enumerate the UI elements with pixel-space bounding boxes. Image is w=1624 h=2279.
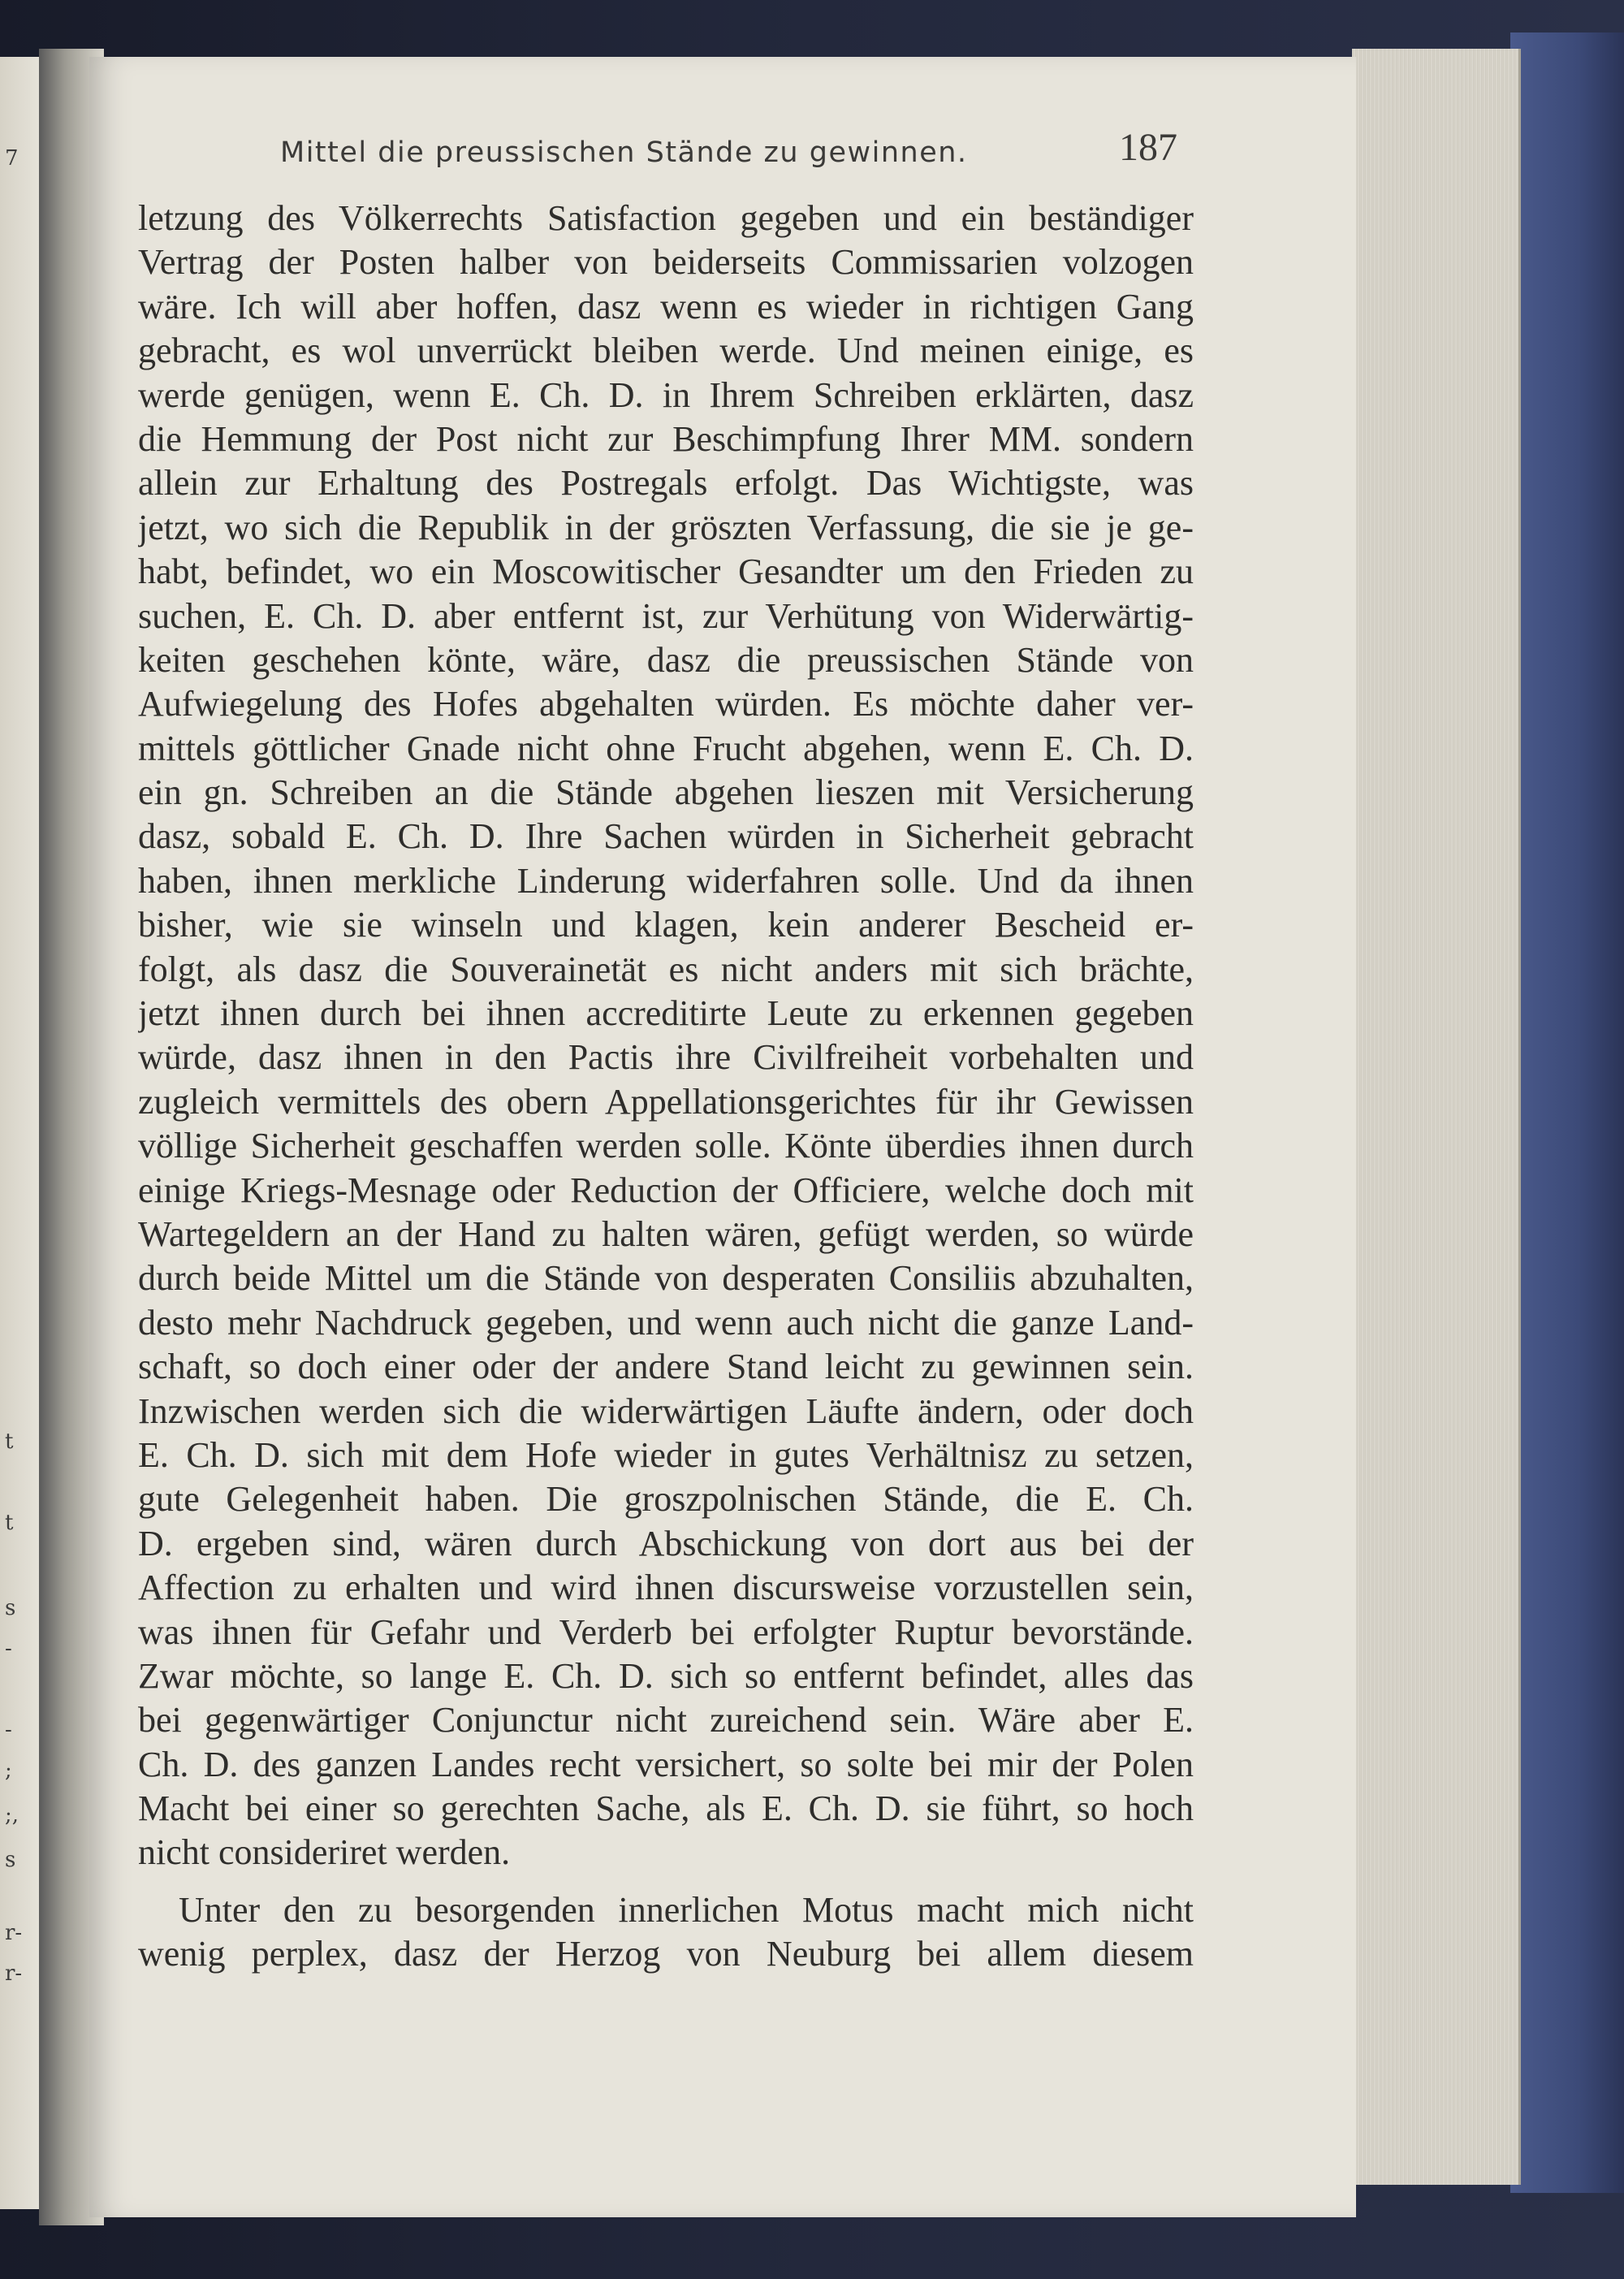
left-page-fragment: ; <box>5 1758 12 1783</box>
paragraph-spacer <box>138 1875 1194 1888</box>
paragraph <box>138 197 1194 1875</box>
text-line: bei gegenwärtiger Conjunctur nicht zureichend sein. Wäre aber E. <box>138 1700 1194 1741</box>
text-line: durch beide Mittel um die Stände von desperaten Consiliis abzuhalten, <box>138 1258 1194 1299</box>
text-line: wäre. Ich will aber hoffen, dasz wenn es wieder in richtigen Gang <box>138 286 1194 326</box>
text-line: E. Ch. D. sich mit dem Hofe wieder in gutes Verhältnisz zu setzen, <box>138 1434 1194 1475</box>
text-line: bisher, wie sie winseln und klagen, kein anderer Bescheid er- <box>138 905 1194 945</box>
text-line: zugleich vermittels des obern Appellationsgerichtes für ihr Gewissen <box>138 1081 1194 1122</box>
text-line: wenig perplex, dasz der Herzog von Neuburg bei allem diesem <box>138 1934 1194 1974</box>
text-line: Ch. D. des ganzen Landes recht versichert, so solte bei mir der Polen <box>138 1744 1194 1784</box>
text-line: was ihnen für Gefahr und Verderb bei erfolgter Ruptur bevorstände. <box>138 1611 1194 1652</box>
left-page-fragment: t <box>5 1429 14 1454</box>
text-line: gebracht, es wol unverrückt bleiben werde. Und meinen einige, es <box>138 331 1194 371</box>
text-line: Wartegeldern an der Hand zu halten wären, gefügt werden, so würde <box>138 1213 1194 1254</box>
text-line: habt, befindet, wo ein Moscowitischer Gesandter um den Frieden zu <box>138 551 1194 592</box>
text-line: Unter den zu besorgenden innerlichen Motus macht mich nicht <box>179 1889 1194 1930</box>
text-line: schaft, so doch einer oder der andere Stand leicht zu gewinnen sein. <box>138 1347 1194 1387</box>
text-line: letzung des Völkerrechts Satisfaction gegeben und ein beständiger <box>138 198 1194 238</box>
left-page-fragment: ;, <box>5 1803 19 1827</box>
left-page-fragment: r- <box>5 1961 23 1986</box>
text-line: Aufwiegelung des Hofes abgehalten würden. Es möchte daher ver- <box>138 684 1194 724</box>
text-line: dasz, sobald E. Ch. D. Ihre Sachen würden in Sicherheit gebracht <box>138 816 1194 857</box>
left-page-fragment: s <box>5 1848 16 1872</box>
text-line: jetzt, wo sich die Republik in der gröszten Verfassung, die sie je ge- <box>138 507 1194 547</box>
left-page-fragment: s <box>5 1596 16 1620</box>
text-line: keiten geschehen könte, wäre, dasz die preussischen Stände von <box>138 639 1194 680</box>
running-head: Mittel die preussischen Stände zu gewinnen. <box>280 136 968 169</box>
text-line: folgt, als dasz die Souverainetät es nicht anders mit sich brächte, <box>138 949 1194 989</box>
text-line: einige Kriegs-Mesnage oder Reduction der Officiere, welche doch mit <box>138 1170 1194 1210</box>
left-page-fragment: 7 <box>5 146 19 171</box>
text-line: Inzwischen werden sich die widerwärtigen Läufte ändern, oder doch <box>138 1390 1194 1431</box>
text-line: gute Gelegenheit haben. Die groszpolnischen Stände, die E. Ch. <box>138 1479 1194 1520</box>
text-line: mittels göttlicher Gnade nicht ohne Frucht abgehen, wenn E. Ch. D. <box>138 728 1194 768</box>
text-line: die Hemmung der Post nicht zur Beschimpfung Ihrer MM. sondern <box>138 418 1194 459</box>
text-line: Zwar möchte, so lange E. Ch. D. sich so entfernt befindet, alles das <box>138 1655 1194 1696</box>
text-line: Vertrag der Posten halber von beiderseits Commissarien volzogen <box>138 242 1194 283</box>
text-line: suchen, E. Ch. D. aber entfernt ist, zur Verhütung von Widerwärtig- <box>138 595 1194 636</box>
text-line: haben, ihnen merkliche Linderung widerfahren solle. Und da ihnen <box>138 860 1194 901</box>
text-line: Macht bei einer so gerechten Sache, als E. Ch. D. sie führt, so hoch <box>138 1788 1194 1829</box>
left-page-fragment: t <box>5 1511 14 1535</box>
left-page-fragment: - <box>5 1637 12 1661</box>
body-text <box>138 197 1194 1977</box>
page-number: 187 <box>1119 126 1177 169</box>
text-line: werde genügen, wenn E. Ch. D. in Ihrem Schreiben erklärten, dasz <box>138 374 1194 415</box>
text-line: nicht consideriret werden. <box>138 1832 511 1873</box>
text-line: jetzt ihnen durch bei ihnen accreditirte Leute zu erkennen gegeben <box>138 993 1194 1034</box>
text-line: Affection zu erhalten und wird ihnen discursweise vorzustellen sein, <box>138 1568 1194 1608</box>
text-line: D. ergeben sind, wären durch Abschickung von dort aus bei der <box>138 1523 1194 1563</box>
left-page-fragment: - <box>5 1718 12 1742</box>
book-cover <box>1510 32 1624 2193</box>
paragraph <box>138 1888 1194 1977</box>
text-line: ein gn. Schreiben an die Stände abgehen lieszen mit Versicherung <box>138 772 1194 813</box>
text-line: völlige Sicherheit geschaffen werden solle. Könte überdies ihnen durch <box>138 1126 1194 1166</box>
page-edges <box>1352 49 1521 2185</box>
text-line: würde, dasz ihnen in den Pactis ihre Civilfreiheit vorbehalten und <box>138 1037 1194 1078</box>
left-page-sliver <box>0 57 39 2209</box>
left-page-fragment: r- <box>5 1921 23 1945</box>
text-line: allein zur Erhaltung des Postregals erfolgt. Das Wichtigste, was <box>138 463 1194 504</box>
text-line: desto mehr Nachdruck gegeben, und wenn auch nicht die ganze Land- <box>138 1302 1194 1343</box>
